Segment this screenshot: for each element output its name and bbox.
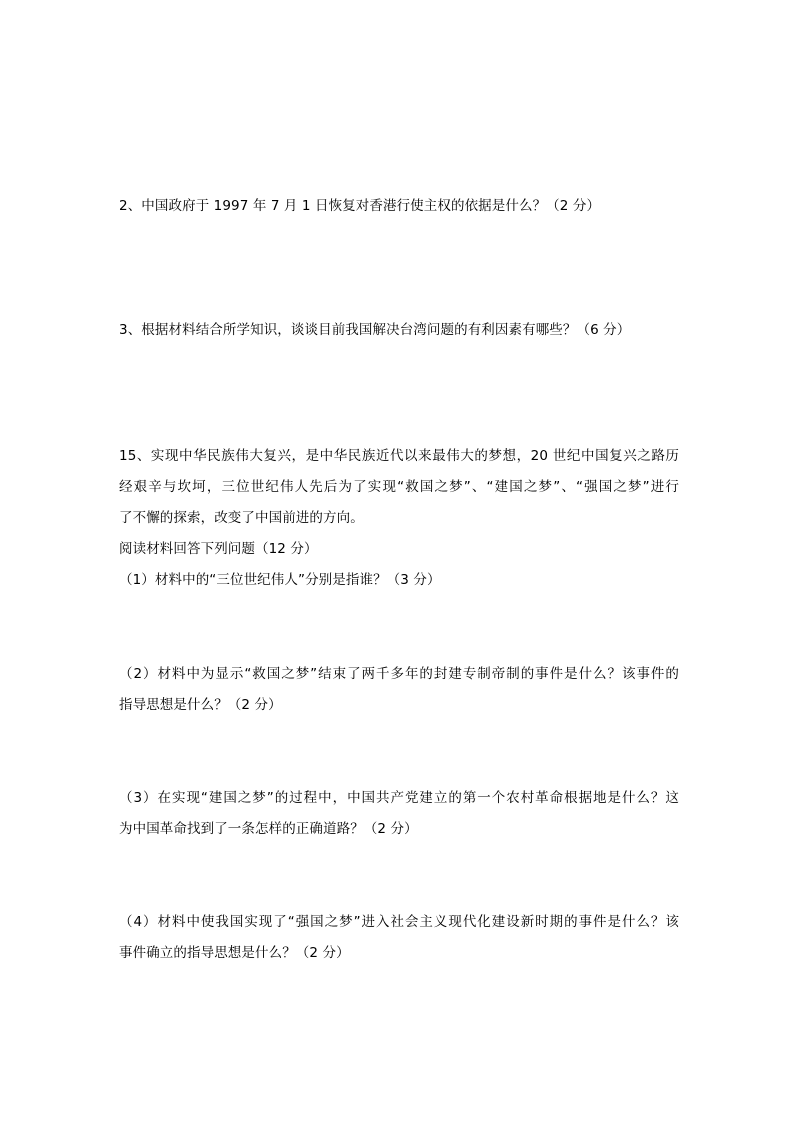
- question-15-sub-2-line-2: 指导思想是什么？（2 分）: [119, 697, 282, 713]
- question-15-intro-line-1: 15、实现中华民族伟大复兴，是中华民族近代以来最伟大的梦想，20 世纪中国复兴之路历: [119, 448, 679, 464]
- question-14-3: 3、根据材料结合所学知识，谈谈目前我国解决台湾问题的有利因素有哪些？（6 分）: [119, 322, 631, 338]
- question-15-sub-4-line-1: （4）材料中使我国实现了“强国之梦”进入社会主义现代化建设新时期的事件是什么？该: [119, 914, 679, 930]
- question-15-intro-line-2: 经艰辛与坎坷，三位世纪伟人先后为了实现“救国之梦”、“建国之梦”、“强国之梦”进行: [119, 479, 679, 495]
- question-15-sub-3-line-1: （3）在实现“建国之梦”的过程中，中国共产党建立的第一个农村革命根据地是什么？这: [119, 790, 679, 806]
- question-15-sub-4-line-2: 事件确立的指导思想是什么？（2 分）: [119, 945, 350, 961]
- question-15-sub-3-line-2: 为中国革命找到了一条怎样的正确道路？（2 分）: [119, 821, 418, 837]
- question-14-2: 2、中国政府于 1997 年 7 月 1 日恢复对香港行使主权的依据是什么？（2 分）: [119, 198, 601, 214]
- question-15-sub-2-line-1: （2）材料中为显示“救国之梦”结束了两千多年的封建专制帝制的事件是什么？该事件的: [119, 666, 679, 682]
- question-15-instruction: 阅读材料回答下列问题（12 分）: [119, 541, 318, 557]
- question-15-intro-line-3: 了不懈的探索，改变了中国前进的方向。: [119, 510, 364, 526]
- question-15-sub-1: （1）材料中的“三位世纪伟人”分别是指谁？（3 分）: [119, 572, 441, 588]
